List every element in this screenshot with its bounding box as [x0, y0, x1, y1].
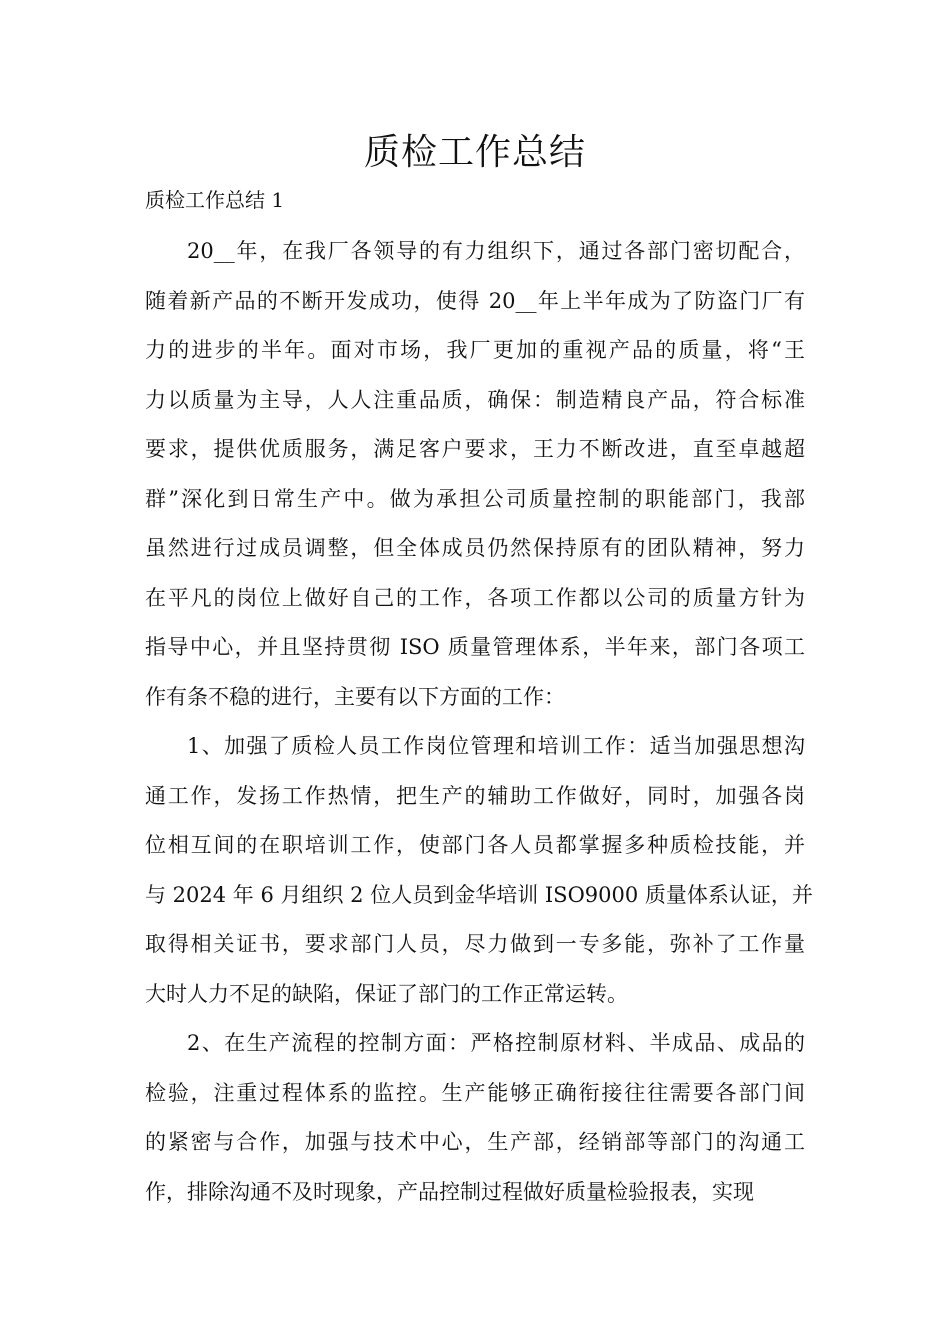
- paragraph-line: 虽然进行过成员调整，但全体成员仍然保持原有的团队精神，努力: [145, 536, 805, 560]
- paragraph-line: 力的进步的半年。面对市场，我厂更加的重视产品的质量，将“王: [145, 338, 805, 362]
- paragraph: [145, 1019, 805, 1217]
- paragraph-line: 20__年，在我厂各领导的有力组织下，通过各部门密切配合，: [187, 239, 805, 263]
- paragraph-line: 力以质量为主导，人人注重品质，确保：制造精良产品，符合标准: [145, 387, 805, 412]
- paragraph-line: 2、在生产流程的控制方面：严格控制原材料、半成品、成品的: [187, 1031, 805, 1055]
- paragraph-line: 要求，提供优质服务，满足客户要求，王力不断改进，直至卓越超: [145, 437, 805, 461]
- document-title: 质检工作总结: [363, 132, 586, 173]
- paragraph-line: 指导中心，并且坚持贯彻 ISO 质量管理体系，半年来，部门各项工: [145, 635, 805, 659]
- paragraph-line: 在平凡的岗位上做好自己的工作，各项工作都以公司的质量方针为: [145, 585, 805, 610]
- paragraph-line: 1、加强了质检人员工作岗位管理和培训工作：适当加强思想沟: [187, 734, 805, 758]
- paragraph-line: 通工作，发扬工作热情，把生产的辅助工作做好，同时，加强各岗: [145, 783, 805, 808]
- paragraph-line: 检验，注重过程体系的监控。生产能够正确衔接往往需要各部门间: [145, 1080, 805, 1105]
- paragraph: [145, 227, 805, 722]
- paragraph-line: 群”深化到日常生产中。做为承担公司质量控制的职能部门，我部: [145, 486, 805, 511]
- paragraph-line: 随着新产品的不断开发成功，使得 20__年上半年成为了防盗门厂有: [145, 288, 805, 313]
- paragraph-line: 取得相关证书，要求部门人员，尽力做到一专多能，弥补了工作量: [145, 932, 805, 956]
- paragraph-line: 作有条不稳的进行，主要有以下方面的工作：: [145, 684, 565, 709]
- paragraph-line: 的紧密与合作，加强与技术中心，生产部，经销部等部门的沟通工: [145, 1130, 805, 1154]
- document-subtitle: 质检工作总结 1: [145, 188, 285, 212]
- paragraph-line: 位相互间的在职培训工作，使部门各人员都掌握多种质检技能，并: [145, 833, 805, 857]
- document-body: [145, 227, 813, 1217]
- paragraph-line: 大时人力不足的缺陷，保证了部门的工作正常运转。: [145, 981, 628, 1006]
- paragraph-line: 作，排除沟通不及时现象，产品控制过程做好质量检验报表，实现: [145, 1179, 754, 1204]
- paragraph-line: 与 2024 年 6 月组织 2 位人员到金华培训 ISO9000 质量体系认证，并: [145, 882, 813, 907]
- paragraph: [145, 722, 813, 1019]
